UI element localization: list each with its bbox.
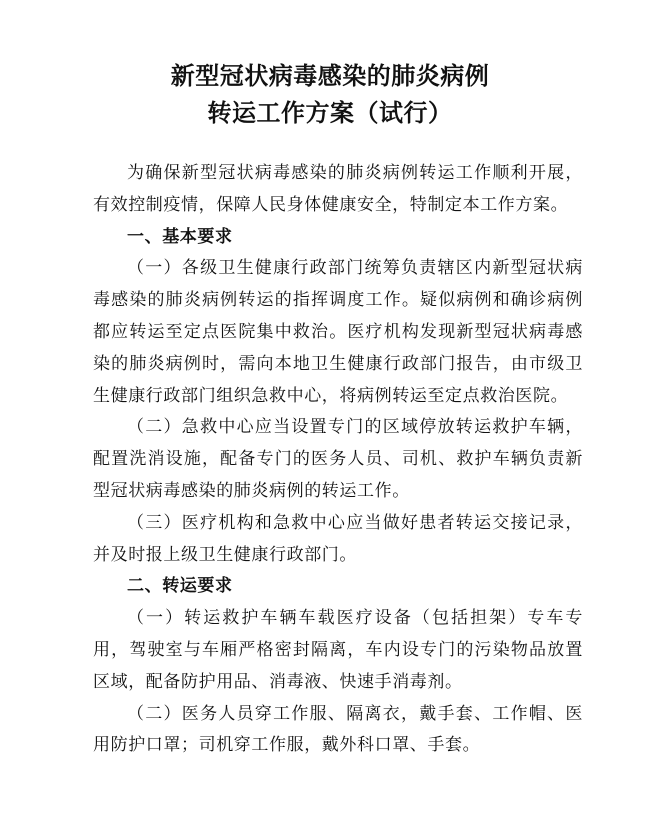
paragraph-transfer-1: （一）转运救护车辆车载医疗设备（包括担架）专车专用，驾驶室与车厢严格密封隔离，车内设专门的污染物品放置区域，配备防护用品、消毒液、快速手消毒剂。 [93, 608, 583, 692]
paragraph-basic-2: （二）急救中心应当设置专门的区域停放转运救护车辆，配置洗消设施，配备专门的医务人员、司机、救护车辆负责新型冠状病毒感染的肺炎病例的转运工作。 [93, 417, 583, 501]
paragraph-transfer-2: （二）医务人员穿工作服、隔离衣，戴手套、工作帽、医用防护口罩；司机穿工作服，戴外科口罩、手套。 [93, 703, 583, 756]
document-title-line-1: 新型冠状病毒感染的肺炎病例 [170, 62, 490, 90]
intro-paragraph: 为确保新型冠状病毒感染的肺炎病例转运工作顺利开展，有效控制疫情，保障人民身体健康安全，特制定本工作方案。 [93, 163, 583, 215]
document-title-line-2: 转运工作方案（试行） [207, 99, 453, 127]
section-heading-basic-requirements: 一、基本要求 [127, 226, 233, 247]
document-body [93, 158, 583, 762]
section-heading-transfer-requirements: 二、转运要求 [127, 576, 233, 597]
paragraph-basic-3: （三）医疗机构和急救中心应当做好患者转运交接记录，并及时报上级卫生健康行政部门。 [93, 512, 583, 565]
paragraph-basic-1: （一）各级卫生健康行政部门统筹负责辖区内新型冠状病毒感染的肺炎病例转运的指挥调度工作。疑似病例和确诊病例都应转运至定点医院集中救治。医疗机构发现新型冠状病毒感染的肺炎病例时，需向本地卫生健康行政部门报告，由市级卫生健康行政部门组织急救中心，将病例转运至定点救治医院。 [93, 258, 583, 406]
